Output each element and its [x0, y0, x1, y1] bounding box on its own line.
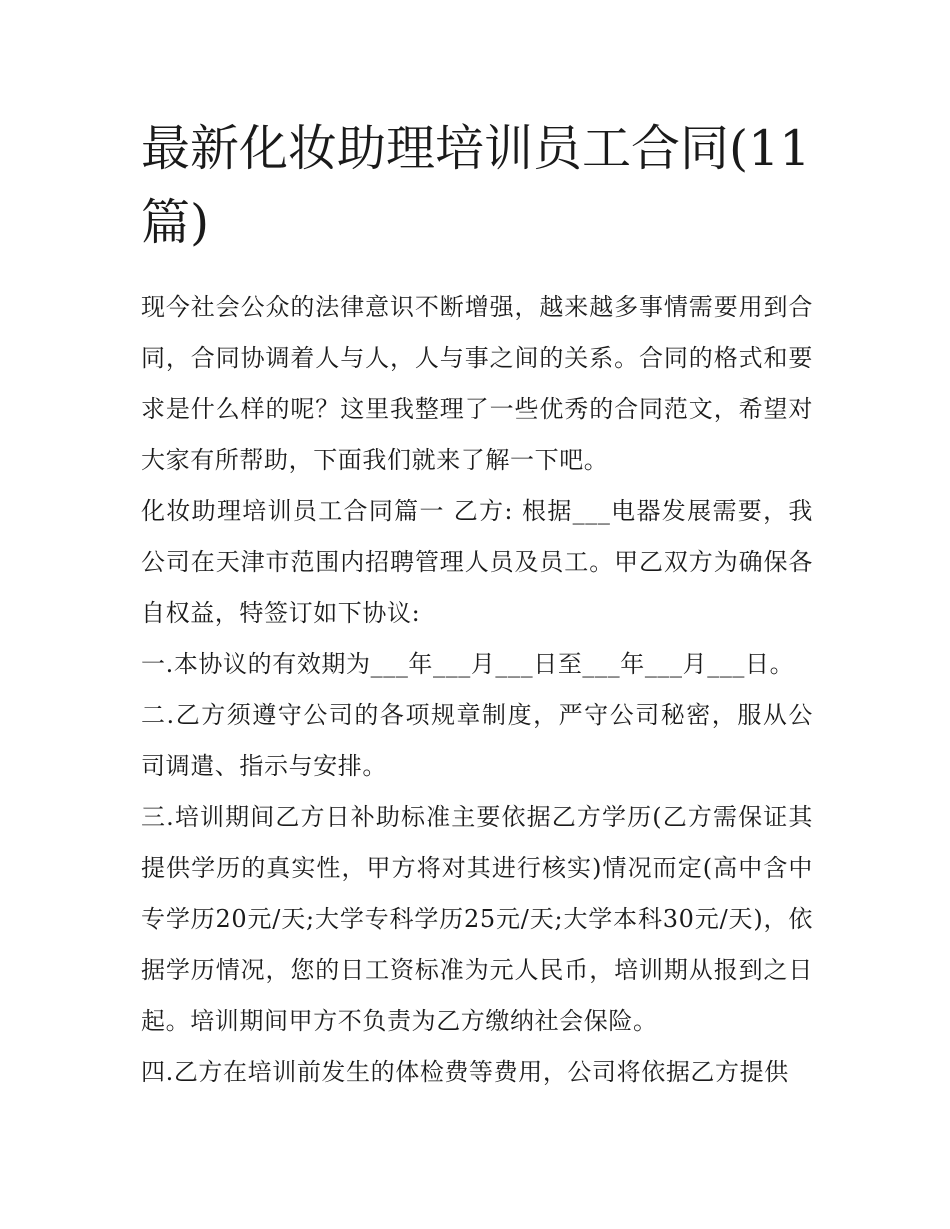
clause-2-paragraph: 二.乙方须遵守公司的各项规章制度，严守公司秘密，服从公司调遣、指示与安排。	[141, 701, 813, 780]
document-title: 最新化妆助理培训员工合同(11篇)	[141, 120, 811, 251]
clause-3-paragraph: 三.培训期间乙方日补助标准主要依据乙方学历(乙方需保证其提供学历的真实性，甲方将对其进行核实)情况而定(高中含中专学历20元/天;大学专科学历25元/天;大学本科30元/天)，依据学历情况，您的日工资标准为元人民币，培训期从报到之日起。培训期间甲方不负责为乙方缴纳社会保险。	[141, 803, 813, 1035]
document-page	[141, 112, 813, 1098]
contract-preamble-paragraph: 化妆助理培训员工合同篇一 乙方: 根据___电器发展需要，我公司在天津市范围内招聘管理人员及员工。甲乙双方为确保各自权益，特签订如下协议:	[141, 497, 813, 627]
clause-4-paragraph: 四.乙方在培训前发生的体检费等费用，公司将依据乙方提供	[141, 1058, 789, 1086]
intro-paragraph: 现今社会公众的法律意识不断增强，越来越多事情需要用到合同，合同协调着人与人，人与事之间的关系。合同的格式和要求是什么样的呢？这里我整理了一些优秀的合同范文，希望对大家有所帮助，下面我们就来了解一下吧。	[141, 293, 813, 474]
document-body	[141, 282, 813, 1098]
clause-1-paragraph: 一.本协议的有效期为___年___月___日至___年___月___日。	[141, 650, 795, 678]
